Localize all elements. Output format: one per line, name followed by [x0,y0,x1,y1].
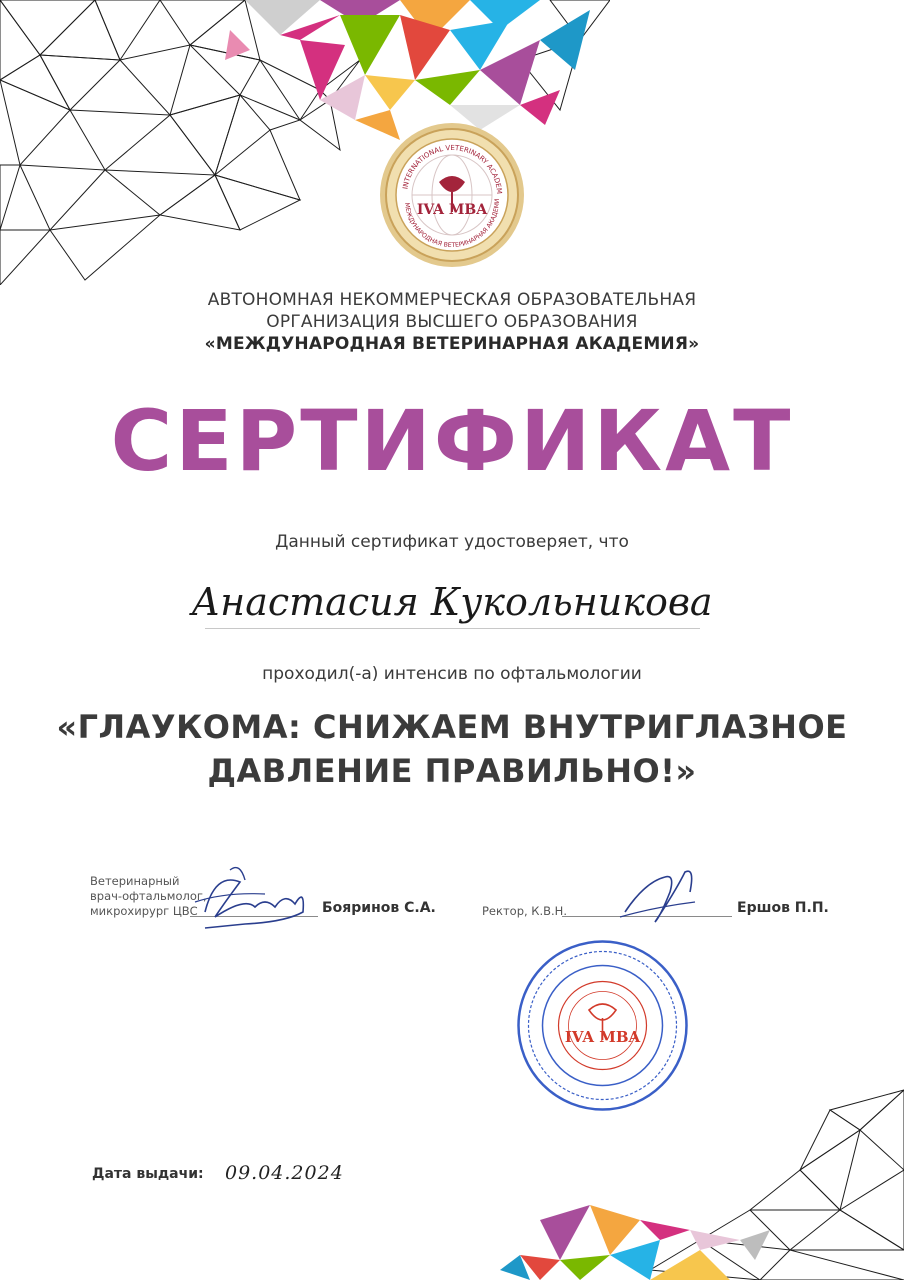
certifies-text: Данный сертификат удостоверяет, что [275,532,629,552]
seal-center-text: IVA MBA [416,202,488,218]
completed-text: проходил(-а) интенсив по офтальмологии [262,664,642,684]
seal-graphic [377,120,527,270]
issue-date-value: 09.04.2024 [225,1162,344,1184]
svg-text:МЕЖДУНАРОДНАЯ ВЕТЕРИНАРНАЯ АКА: МЕЖДУНАРОДНАЯ ВЕТЕРИНАРНАЯ АКАДЕМИ [403,198,502,250]
left-signatory-role-3: микрохирург ЦВС [90,904,198,918]
left-signatory-role-2: врач-офтальмолог, [90,889,207,903]
official-stamp [515,938,690,1113]
svg-text:INTERNATIONAL VETERINARY ACADE: INTERNATIONAL VETERINARY ACADEM [401,143,504,195]
org-line-3: «МЕЖДУНАРОДНАЯ ВЕТЕРИНАРНАЯ АКАДЕМИЯ» [204,334,700,354]
org-line-1: АВТОНОМНАЯ НЕКОММЕРЧЕСКАЯ ОБРАЗОВАТЕЛЬНАЯ [207,290,697,310]
stamp-graphic [515,938,690,1113]
recipient-underline [205,628,700,629]
recipient-name: Анастасия Кукольникова [191,580,713,624]
right-signatory-name: Ершов П.П. [737,900,829,916]
certificate-title: СЕРТИФИКАТ [110,392,794,490]
left-signatory-role-1: Ветеринарный [90,874,180,888]
left-signatory-name: Бояринов С.А. [322,900,436,916]
course-title-line-1: «ГЛАУКОМА: СНИЖАЕМ ВНУТРИГЛАЗНОЕ [56,708,848,746]
left-signature [185,862,325,934]
org-line-2: ОРГАНИЗАЦИЯ ВЫСШЕГО ОБРАЗОВАНИЯ [266,312,638,332]
right-signatory-role: Ректор, К.В.Н. [482,904,567,918]
stamp-center-text: IVA MBA [564,1028,641,1046]
course-title-line-2: ДАВЛЕНИЕ ПРАВИЛЬНО!» [207,752,697,790]
right-signature [615,862,705,932]
academy-seal [377,120,527,270]
issue-date-label: Дата выдачи: [92,1166,204,1182]
